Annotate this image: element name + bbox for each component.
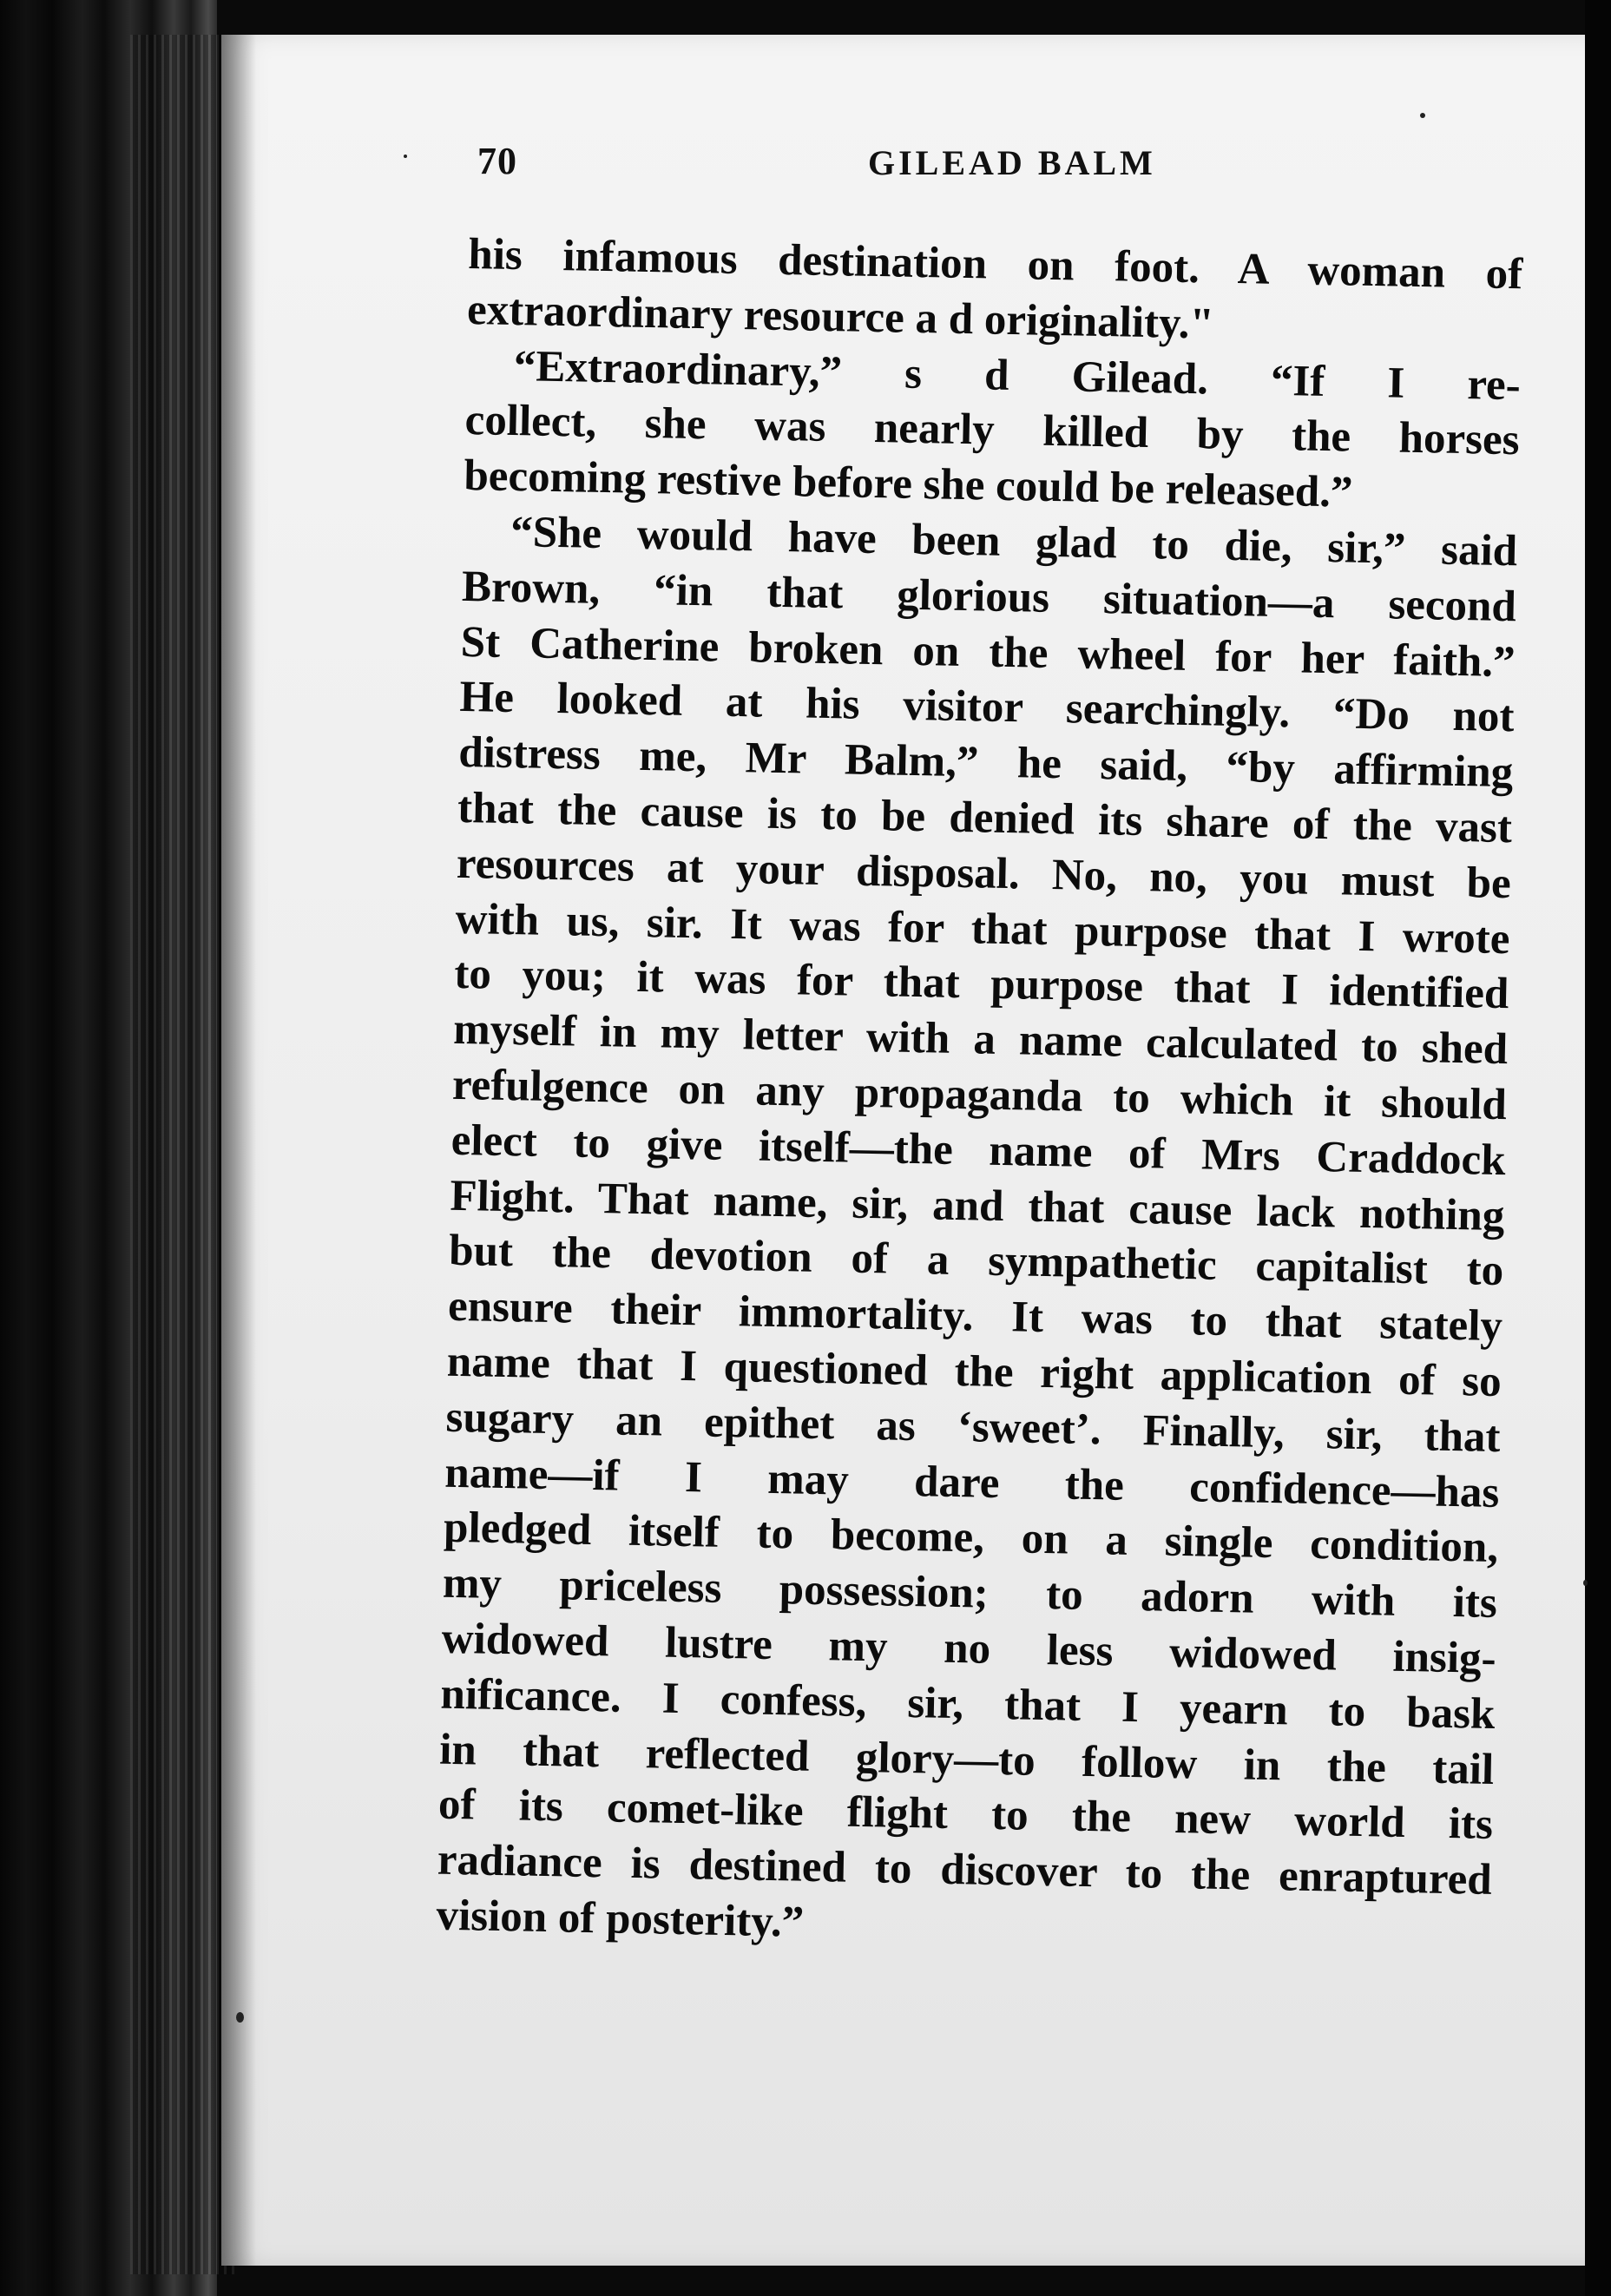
text-line: distress me, Mr Balm,” he said, “by affirming xyxy=(457,728,1514,798)
text-line: in that reflected glory—to follow in the tail xyxy=(438,1725,1495,1794)
dust-speck xyxy=(404,155,407,158)
dust-speck xyxy=(1583,1580,1588,1586)
text-line: sugary an epithet as ‘sweet’. Finally, sir, that xyxy=(445,1392,1501,1462)
text-line: ensure their immortality. It was to that stately xyxy=(447,1281,1503,1352)
text-line: of its comet-like flight to the new world its xyxy=(437,1780,1494,1850)
text-line: widowed lustre my no less widowed insig- xyxy=(441,1614,1497,1683)
text-line: Flight. That name, sir, and that cause lack nothing xyxy=(450,1171,1505,1240)
text-line: St Catherine broken on the wheel for her faith.” xyxy=(460,617,1516,687)
text-line: “Extraordinary,” s d Gilead. “If I re- xyxy=(513,341,1522,410)
text-line: extraordinary resource a d originality." xyxy=(466,285,1215,349)
text-line: my priceless possession; to adorn with its xyxy=(442,1558,1498,1628)
text-line: to you; it was for that purpose that I identified xyxy=(453,950,1509,1019)
text-line: radiance is destined to discover to the enraptured xyxy=(437,1835,1493,1905)
text-line: collect, she was nearly killed by the horses xyxy=(464,396,1521,465)
text-line: nificance. I confess, sir, that I yearn to bask xyxy=(440,1669,1496,1739)
page-header xyxy=(477,139,1519,200)
running-head: GILEAD BALM xyxy=(868,143,1156,182)
right-dark-edge xyxy=(1585,0,1611,2296)
dust-speck xyxy=(1420,113,1425,118)
text-line: elect to give itself—the name of Mrs Craddock xyxy=(450,1115,1507,1185)
text-line: He looked at his visitor searchingly. “Do not xyxy=(459,673,1515,742)
text-line: name that I questioned the right application of so xyxy=(446,1337,1503,1407)
text-line: resources at your disposal. No, no, you must be xyxy=(456,839,1512,908)
text-line: pledged itself to become, on a single condition, xyxy=(443,1503,1499,1573)
text-line: name—if I may dare the confidence—has xyxy=(444,1448,1500,1517)
text-line: refulgence on any propaganda to which it should xyxy=(451,1060,1508,1130)
text-line: “She would have been glad to die, sir,” said xyxy=(510,507,1518,576)
text-line: vision of posterity.” xyxy=(436,1891,805,1947)
text-line: becoming restive before she could be released.” xyxy=(463,451,1353,517)
page-gutter-shadow xyxy=(221,35,256,2266)
page-number: 70 xyxy=(477,140,517,182)
text-line: but the devotion of a sympathetic capitalist to xyxy=(448,1227,1504,1296)
binding-edge-lines xyxy=(130,35,234,2274)
text-line: with us, sir. It was for that purpose that I wrote xyxy=(455,894,1511,964)
text-line: that the cause is to be denied its share of the vast xyxy=(457,783,1513,853)
text-line: Brown, “in that glorious situation—a second xyxy=(461,562,1517,632)
text-line: myself in my letter with a name calculated to shed xyxy=(452,1004,1509,1075)
body-text xyxy=(436,227,1523,1964)
dust-speck xyxy=(236,2012,244,2023)
text-line: his infamous destination on foot. A woman of xyxy=(467,229,1523,299)
